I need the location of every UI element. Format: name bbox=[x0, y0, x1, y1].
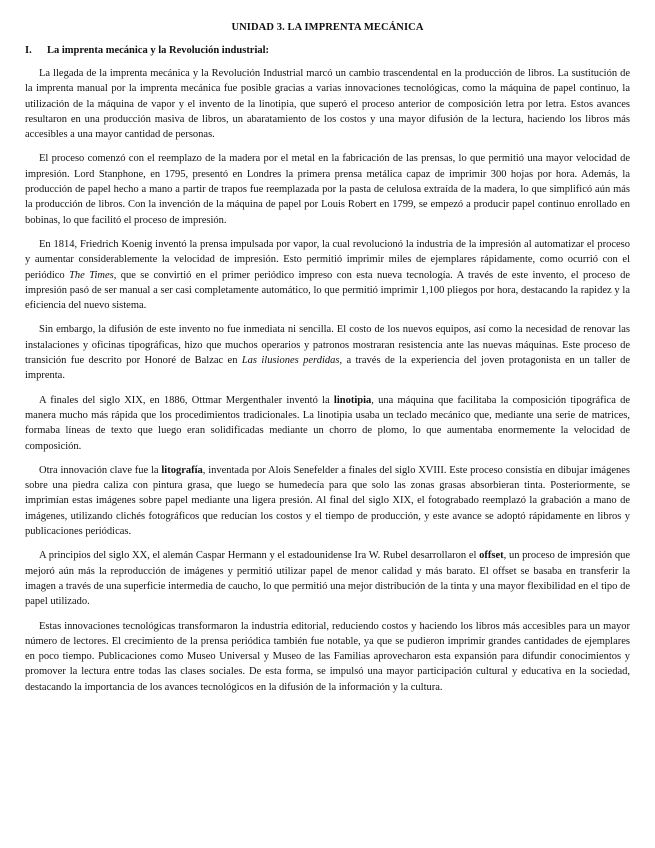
paragraph-5-text-a: A finales del siglo XIX, en 1886, Ottmar Mergenthaler inventó la bbox=[39, 394, 334, 406]
section-title: La imprenta mecánica y la Revolución industrial: bbox=[47, 45, 270, 56]
paragraph-6-text-a: Otra innovación clave fue la bbox=[39, 464, 162, 476]
paragraph-6-text-b: , inventada por Alois Senefelder a finales del siglo XVIII. Este proceso consistía en dibujar imágenes sobre una piedra caliza con pintura grasa, que luego se humedecía para que solo las zonas grasas absorbieran tinta. Posteriormente, se imprimían estas imágenes sobre papel mediante una ligera presión. Al final del siglo XIX, el fotograbado reemplazó la grabación a mano de imágenes, utilizando clichés fotográficos que reducían los costos y el tiempo de producción, y este avance se adoptó rápidamente en libros y publicaciones periódicas. bbox=[25, 464, 630, 538]
paragraph-7 bbox=[25, 548, 630, 609]
section-number: I. bbox=[25, 45, 32, 56]
paragraph-2: El proceso comenzó con el reemplazo de la madera por el metal en la fabricación de las prensas, lo que permitió una mayor velocidad de impresión. Lord Stanphone, en 1795, presentó en Londres la primera prensa metálica capaz de imprimir 300 hojas por hora. Además, la producción de papel hecho a mano a partir de trapos fue reemplazada por la pasta de celulosa extraída de la madera, lo que simplificó aún más la producción de libros. Con la invención de la máquina de papel por Louis Robert en 1799, se empezó a producir papel continuo enrollado en bobinas, lo que facilitó el proceso de impresión. bbox=[25, 153, 630, 226]
paragraph-1: La llegada de la imprenta mecánica y la Revolución Industrial marcó un cambio trascendental en la producción de libros. La sustitución de la imprenta manual por la imprenta mecánica fue posible gracias a varias innovaciones tecnológicas, como la máquina de papel continuo, la utilización de la máquina de vapor y el invento de la linotipia, que superó el proceso anterior de composición letra por letra. Estos avances resultaron en una producción masiva de libros, un abaratamiento de los costos y una mayor difusión de la lectura, haciendo los libros más accesibles a una mayor cantidad de personas. bbox=[25, 68, 630, 141]
paragraph-3 bbox=[25, 237, 630, 313]
paragraph-6 bbox=[25, 463, 630, 539]
paragraph-3-text-a: En 1814, Friedrich Koenig inventó la prensa impulsada por vapor, la cual revolucionó la industria de la impresión al automatizar el proceso y aumentar considerablemente la velocidad de impresión. Esto permitió imprimir miles de ejemplares rápidamente, como ocurrió con el periódico bbox=[25, 238, 630, 281]
paragraph-7-text-b: , un proceso de impresión que mejoró aún más la reproducción de imágenes y permitió utilizar papel de menor calidad y más barato. El offset se basaba en transferir la imagen a través de una superficie intermedia de caucho, lo que permitió una mejor distribución de la tinta y una mayor flexibilidad en el tipo de papel utilizado. bbox=[25, 550, 630, 608]
paragraph-4-text-a: Sin embargo, la difusión de este invento no fue inmediata ni sencilla. El costo de los nuevos equipos, así como la necesidad de renovar las instalaciones y oficinas tipográficas, hizo que muchos operarios y patronos mostraran resistencia ante las nuevas máquinas. Este proceso de transición fue descrito por Honoré de Balzac en bbox=[25, 324, 630, 367]
section-heading bbox=[25, 45, 630, 56]
book-title: Las ilusiones perdidas bbox=[241, 355, 340, 367]
paragraph-5 bbox=[25, 393, 630, 454]
paragraph-8: Estas innovaciones tecnológicas transformaron la industria editorial, reduciendo costos y haciendo los libros más accesibles para un mayor número de lectores. El crecimiento de la prensa periódica también fue notable, ya que se pudieron imprimir grandes cantidades de ejemplares en poco tiempo. Publicaciones como Museo Universal y Museo de las Familias aprovecharon esta expansión para difundir conocimientos y promover la lectura entre todas las clases sociales. De esta forma, se impulsó una mayor participación cultural y educativa en la sociedad, destacando la importancia de los avances tecnológicos en la difusión de la información y la cultura. bbox=[25, 620, 630, 693]
term-offset: offset bbox=[479, 550, 504, 562]
paragraph-5-text-b: , una máquina que facilitaba la composición tipográfica de manera mucho más rápida que los procedimientos tradicionales. La linotipia usaba un teclado mecánico que, mediante una serie de matrices, formaba líneas de texto que luego eran solidificadas mediante un chorro de plomo, lo que aumentaba enormemente la velocidad de composición. bbox=[25, 394, 631, 452]
paragraph-4-text-b: , a través de la experiencia del joven protagonista en un taller de imprenta. bbox=[25, 355, 631, 382]
document-title: UNIDAD 3. LA IMPRENTA MECÁNICA bbox=[231, 22, 424, 33]
paragraph-3-text-b: , que se convirtió en el primer periódico impreso con esta nueva tecnología. A través de este invento, el proceso de impresión pasó de ser manual a ser casi completamente automático, lo que permitió imprimir 1,100 pliegos por hora, destacando la rapidez y la eficiencia del nuevo sistema. bbox=[25, 269, 630, 312]
paragraph-7-text-a: A principios del siglo XX, el alemán Caspar Hermann y el estadounidense Ira W. Rubel desarrollaron el bbox=[39, 550, 480, 562]
newspaper-title: The Times bbox=[69, 269, 114, 281]
term-litografia: litografía bbox=[161, 464, 203, 476]
term-linotipia: linotipia bbox=[333, 394, 372, 406]
paragraph-4 bbox=[25, 322, 630, 383]
